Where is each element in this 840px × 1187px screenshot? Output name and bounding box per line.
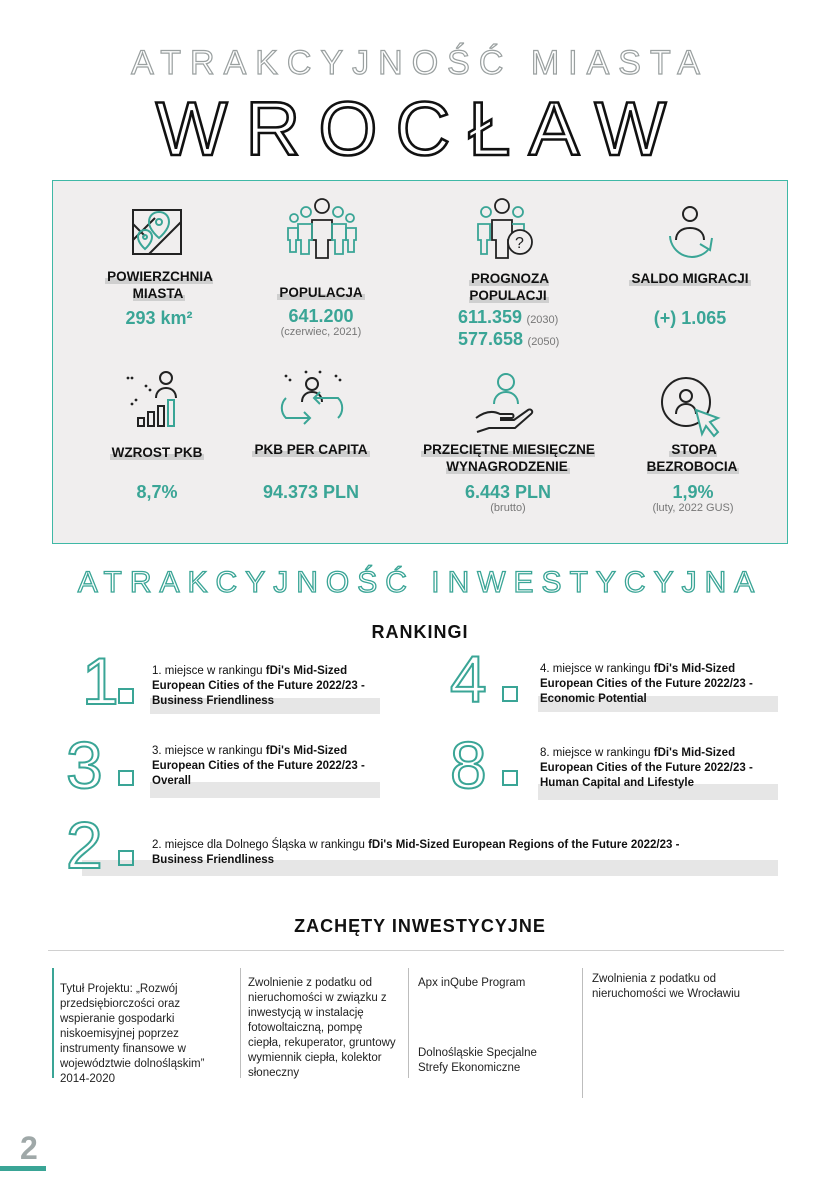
population-icon	[286, 196, 358, 268]
stat-forecast-2030: 611.359 (2030)	[458, 307, 559, 327]
incentive-item: Dolnośląskie Specjalne Strefy Ekonomiczne	[418, 1047, 537, 1074]
stat-note-salary: (brutto)	[490, 502, 526, 514]
incentive-divider	[582, 968, 583, 1098]
ranking-text: 8. miejsce w rankingu fDi's Mid-Sized European Cities of the Future 2022/23 - Human Capital and Lifestyle	[540, 747, 753, 789]
stat-label-unemployment: STOPA BEZROBOCIA	[646, 442, 738, 474]
ranking-dot	[118, 850, 134, 866]
stat-value-population: 641.200	[288, 306, 354, 326]
ranking-dot	[118, 688, 134, 704]
stat-label-population: POPULACJA	[279, 285, 363, 300]
stat-label-migration: SALDO MIGRACJI	[631, 271, 749, 286]
stat-label-forecast: PROGNOZA POPULACJI	[469, 271, 549, 303]
ranking-number: 4	[450, 642, 487, 716]
migration-icon	[656, 200, 728, 272]
gdp-per-capita-icon	[276, 368, 348, 440]
stat-label-salary: PRZECIĘTNE MIESIĘCZNE WYNAGRODZENIE	[423, 442, 595, 474]
ranking-text: 4. miejsce w rankingu fDi's Mid-Sized European Cities of the Future 2022/23 - Economic Potential	[540, 663, 753, 705]
stat-note-population: (czerwiec, 2021)	[280, 326, 362, 338]
stat-label-gdp-growth: WZROST PKB	[111, 445, 203, 460]
stat-value-gdp-per-capita: 94.373 PLN	[262, 482, 360, 502]
map-pin-icon	[125, 204, 197, 276]
page-title: WROCŁAW	[155, 87, 685, 172]
ranking-number: 3	[66, 728, 103, 802]
ranking-number: 2	[66, 808, 103, 882]
stat-value-migration: (+) 1.065	[653, 308, 727, 328]
stat-value-gdp-growth: 8,7%	[136, 482, 178, 502]
incentive-item: Zwolnienia z podatku od nieruchomości we Wrocławiu	[592, 973, 741, 1000]
ranking-text: 2. miejsce dla Dolnego Śląska w rankingu fDi's Mid-Sized European Regions of the Future 2022/23 - Business Friendliness	[152, 839, 680, 866]
ranking-text: 1. miejsce w rankingu fDi's Mid-Sized European Cities of the Future 2022/23 - Business Friendliness	[152, 665, 365, 707]
growth-chart-icon	[120, 368, 192, 440]
incentives-divider	[48, 950, 784, 951]
ranking-dot	[502, 770, 518, 786]
ranking-number: 1	[82, 644, 119, 718]
ranking-dot	[118, 770, 134, 786]
incentive-divider	[408, 968, 409, 1078]
page-number: 2	[20, 1130, 38, 1166]
stat-value-salary: 6.443 PLN	[464, 482, 552, 502]
population-forecast-icon	[472, 196, 544, 268]
salary-hand-icon	[470, 368, 542, 440]
page-number-bar	[0, 1166, 46, 1171]
incentive-divider	[52, 968, 54, 1078]
stat-value-area: 293 km²	[125, 308, 193, 328]
incentive-item: Apx inQube Program	[418, 977, 526, 989]
stat-label-gdp-per-capita: PKB PER CAPITA	[254, 442, 368, 457]
stat-label-area: POWIERZCHNIA MIASTA	[107, 269, 213, 301]
ranking-text: 3. miejsce w rankingu fDi's Mid-Sized European Cities of the Future 2022/23 - Overall	[152, 745, 365, 787]
incentive-item: Tytuł Projektu: „Rozwój przedsiębiorczości oraz wspieranie gospodarki niskoemisyjnej poprzez instrumenty finansowe w województwie dolnośląskim” 2014-2020	[60, 983, 205, 1085]
ranking-dot	[502, 686, 518, 702]
stat-forecast-2050: 577.658 (2050)	[458, 329, 560, 349]
stat-note-unemployment: (luty, 2022 GUS)	[652, 502, 734, 514]
unemployment-cursor-icon	[656, 372, 728, 444]
incentive-divider	[240, 968, 241, 1078]
svg-text:?: ?	[515, 235, 524, 252]
section-title-investment: ATRAKCYJNOŚĆ INWESTYCYJNA	[77, 566, 763, 599]
supertitle: ATRAKCYJNOŚĆ MIASTA	[131, 44, 709, 82]
incentives-heading: ZACHĘTY INWESTYCYJNE	[294, 916, 546, 936]
incentive-item: Zwolnienie z podatku od nieruchomości w związku z inwestycją w instalację fotowoltaiczną, pompę ciepła, rekuperator, gruntowy wymiennik ciepła, kolektor słoneczny	[248, 977, 396, 1079]
ranking-number: 8	[450, 728, 487, 802]
stat-value-unemployment: 1,9%	[672, 482, 714, 502]
rankings-heading: RANKINGI	[371, 622, 469, 642]
